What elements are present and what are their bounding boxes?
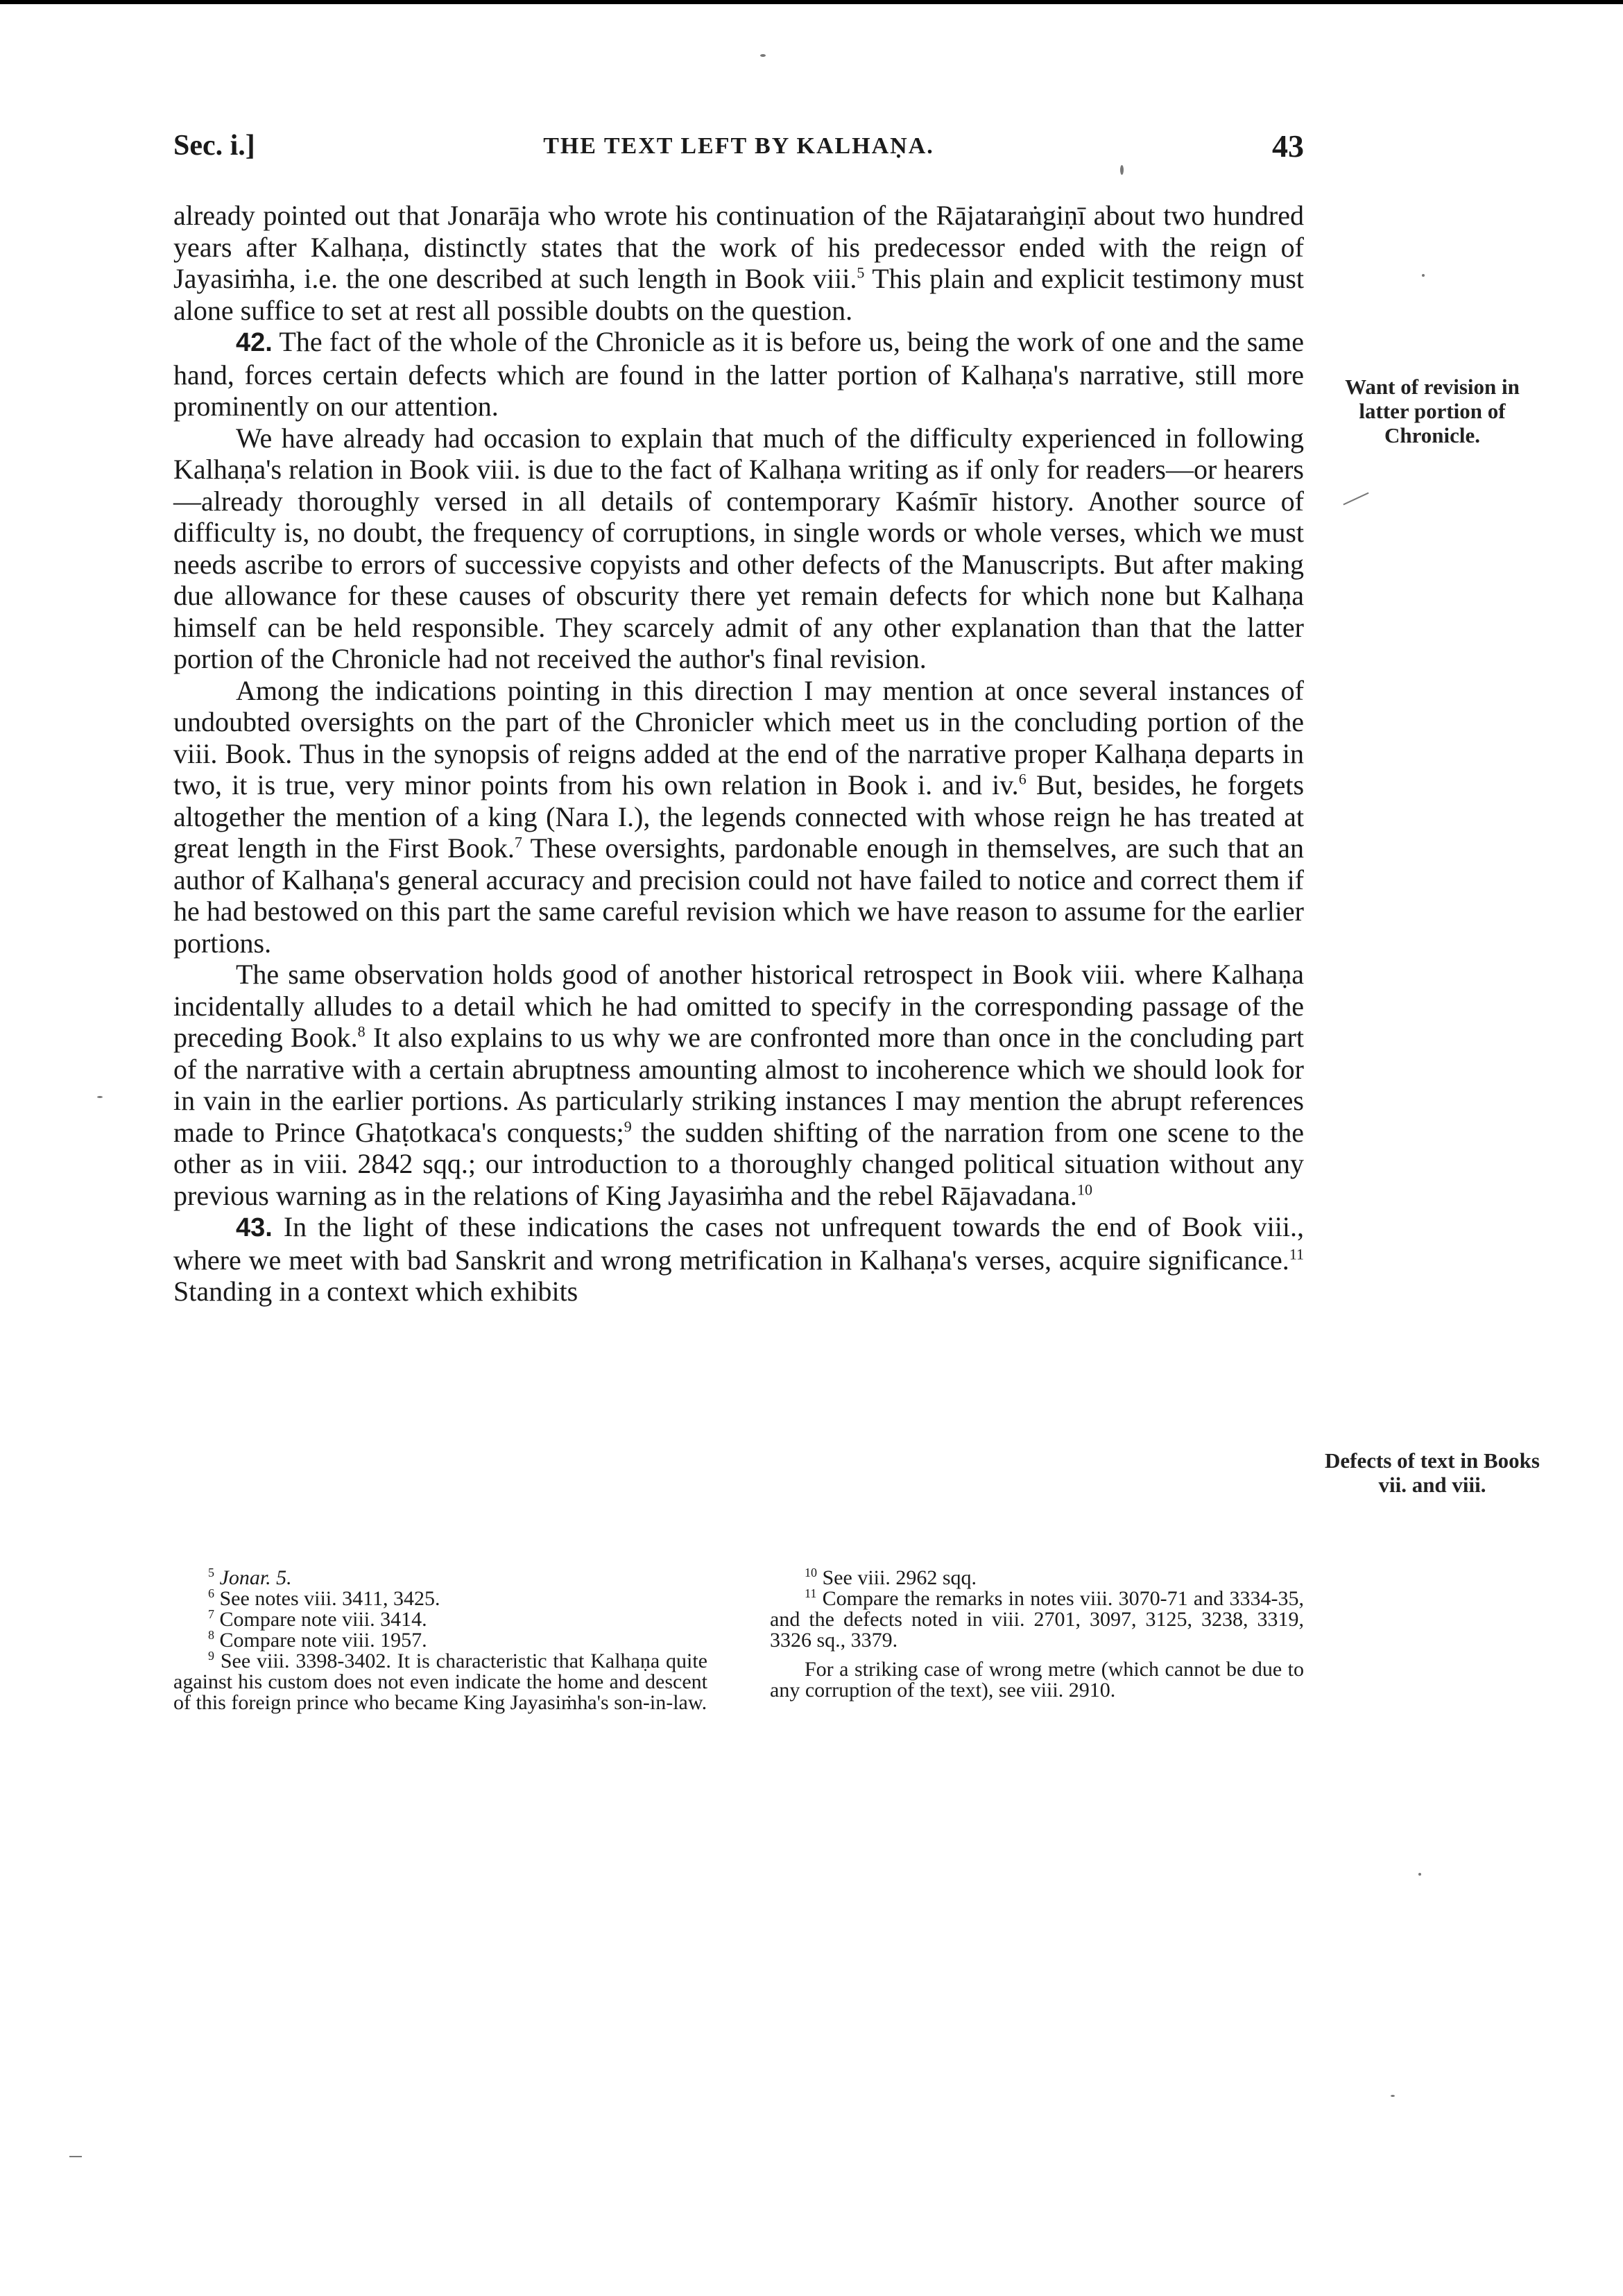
footnote: $^8$ Compare note viii. 1957. xyxy=(208,1628,427,1652)
footnote-ref[interactable]: 6 xyxy=(1018,770,1027,788)
footnote-ref[interactable]: 5 xyxy=(857,264,865,282)
paragraph-retrospect: The same observation holds good of another historical retrospect in Book viii. where Kalhaṇa incidentally alludes to a detail which he had omitted to specify in the corresponding passage of the preceding Book.$^8$ It also explains to us why we are confronted more than once in the concluding part of the narrative with a certain abruptness amounting almost to incoherence which we should look for in vain in the earlier portions. As particularly striking instances I may mention the abrupt references made to Prince Ghaṭotkaca's conquests;$^9$ the sudden shifting of the narration from one scene to the other as in viii. 2842 sqq.; our introduction to a thoroughly changed political situation without any previous warning as in the relations of King Jayasiṁha and the rebel Rājavadana.$^{10}$ xyxy=(173,959,1304,1211)
footnote: $^{10}$ See viii. 2962 sqq. xyxy=(805,1566,977,1589)
scan-mark xyxy=(69,2156,82,2157)
scan-speck xyxy=(760,54,766,57)
section-label: Sec. i.] xyxy=(173,130,255,162)
scan-mark xyxy=(1343,492,1368,506)
paragraph-number: 43. xyxy=(236,1213,273,1242)
footnote: $^5$ Jonar. 5. xyxy=(208,1566,292,1589)
paragraph-continuation: already pointed out that Jonarāja who wrote his continuation of the Rājataraṅgiṇī about two hundred years after Kalhaṇa, distinctly states that the work of his predecessor ended with the reign of Jayasiṁha, i.e. the one described at such length in Book viii.$^5$ This plain and explicit testimony must alone suffice to set at rest all possible doubts on the question. xyxy=(173,200,1304,326)
footnote: $^6$ See notes viii. 3411, 3425. xyxy=(208,1586,440,1610)
footnotes-right-column xyxy=(770,1568,1304,1701)
page-number: 43 xyxy=(1272,128,1304,164)
footnote-ref[interactable]: 10 xyxy=(1076,1181,1092,1199)
footnotes-left-column xyxy=(173,1568,707,1713)
paragraph-43: 43. In the light of these indications the cases not unfrequent towards the end of Book viii., where we meet with bad Sanskrit and wrong metrification in Kalhaṇa's verses, acquire significance.$^{11}$ Standing in a context which exhibits xyxy=(173,1211,1304,1307)
body-text xyxy=(173,200,1304,1308)
paragraph-revision: We have already had occasion to explain that much of the difficulty experienced in following Kalhaṇa's relation in Book viii. is due to the fact of Kalhaṇa writing as if only for readers—or hearers—already thoroughly versed in all details of contemporary Kaśmīr history. Another source of difficulty is, no doubt, the frequency of corruptions, in single words or whole verses, which we must needs ascribe to errors of successive copyists and other defects of the Manuscripts. But after making due allowance for these causes of obscurity there yet remain defects for which none but Kalhaṇa himself can be held responsible. They scarcely admit of any other explanation than that the latter portion of the Chronicle had not received the author's final revision. xyxy=(173,422,1304,674)
footnote-ref[interactable]: 8 xyxy=(357,1022,366,1040)
footnote: $^7$ Compare note viii. 3414. xyxy=(208,1607,427,1631)
footnote-ref[interactable]: 11 xyxy=(1289,1245,1304,1263)
footnote-continuation: For a striking case of wrong metre (which cannot be due to any corruption of the text), see viii. 2910. xyxy=(770,1658,1304,1702)
scan-speck xyxy=(1120,165,1124,175)
running-header xyxy=(173,129,1304,171)
paragraph-42: 42. The fact of the whole of the Chronicle as it is before us, being the work of one and the same hand, forces certain defects which are found in the latter portion of Kalhaṇa's narrative, still more prominently on our attention. xyxy=(173,326,1304,422)
footnote-ref[interactable]: 9 xyxy=(624,1117,632,1136)
scan-speck xyxy=(97,1096,103,1098)
footnote-ref[interactable]: 7 xyxy=(514,833,522,851)
footnote: $^9$ See viii. 3398-3402. It is characteristic that Kalhaṇa quite against his custom does not even indicate the home and descent of this foreign prince who became King Jayasiṁha's son-in-law. xyxy=(173,1649,708,1714)
scan-speck xyxy=(1418,1873,1421,1876)
footnote: $^{11}$ Compare the remarks in notes viii. 3070-71 and 3334-35, and the defects noted in viii. 2701, 3097, 3125, 3238, 3319, 3326 sq., 3379. xyxy=(770,1586,1305,1652)
scan-speck xyxy=(1422,274,1425,277)
paragraph-number: 42. xyxy=(236,328,273,357)
running-title: THE TEXT LEFT BY KALHAṆA. xyxy=(543,133,934,159)
margin-note-revision: Want of revision in latter portion of Chronicle. xyxy=(1345,375,1520,447)
paragraph-oversights: Among the indications pointing in this direction I may mention at once several instances of undoubted oversights on the part of the Chronicler which meet us in the concluding portion of the viii. Book. Thus in the synopsis of reigns added at the end of the narrative proper Kalhaṇa departs in two, it is true, very minor points from his own relation in Book i. and iv.$^6$ But, besides, he forgets altogether the mention of a king (Nara I.), the legends connected with whose reign he has treated at great length in the First Book.$^7$ These oversights, pardonable enough in themselves, are such that an author of Kalhaṇa's general accuracy and precision could not have failed to notice and correct them if he had bestowed on this part the same careful revision which we have reason to assume for the earlier portions. xyxy=(173,674,1305,959)
margin-note-defects: Defects of text in Books vii. and viii. xyxy=(1325,1448,1540,1497)
scan-top-border xyxy=(0,0,1623,4)
scan-speck xyxy=(1391,2095,1395,2097)
